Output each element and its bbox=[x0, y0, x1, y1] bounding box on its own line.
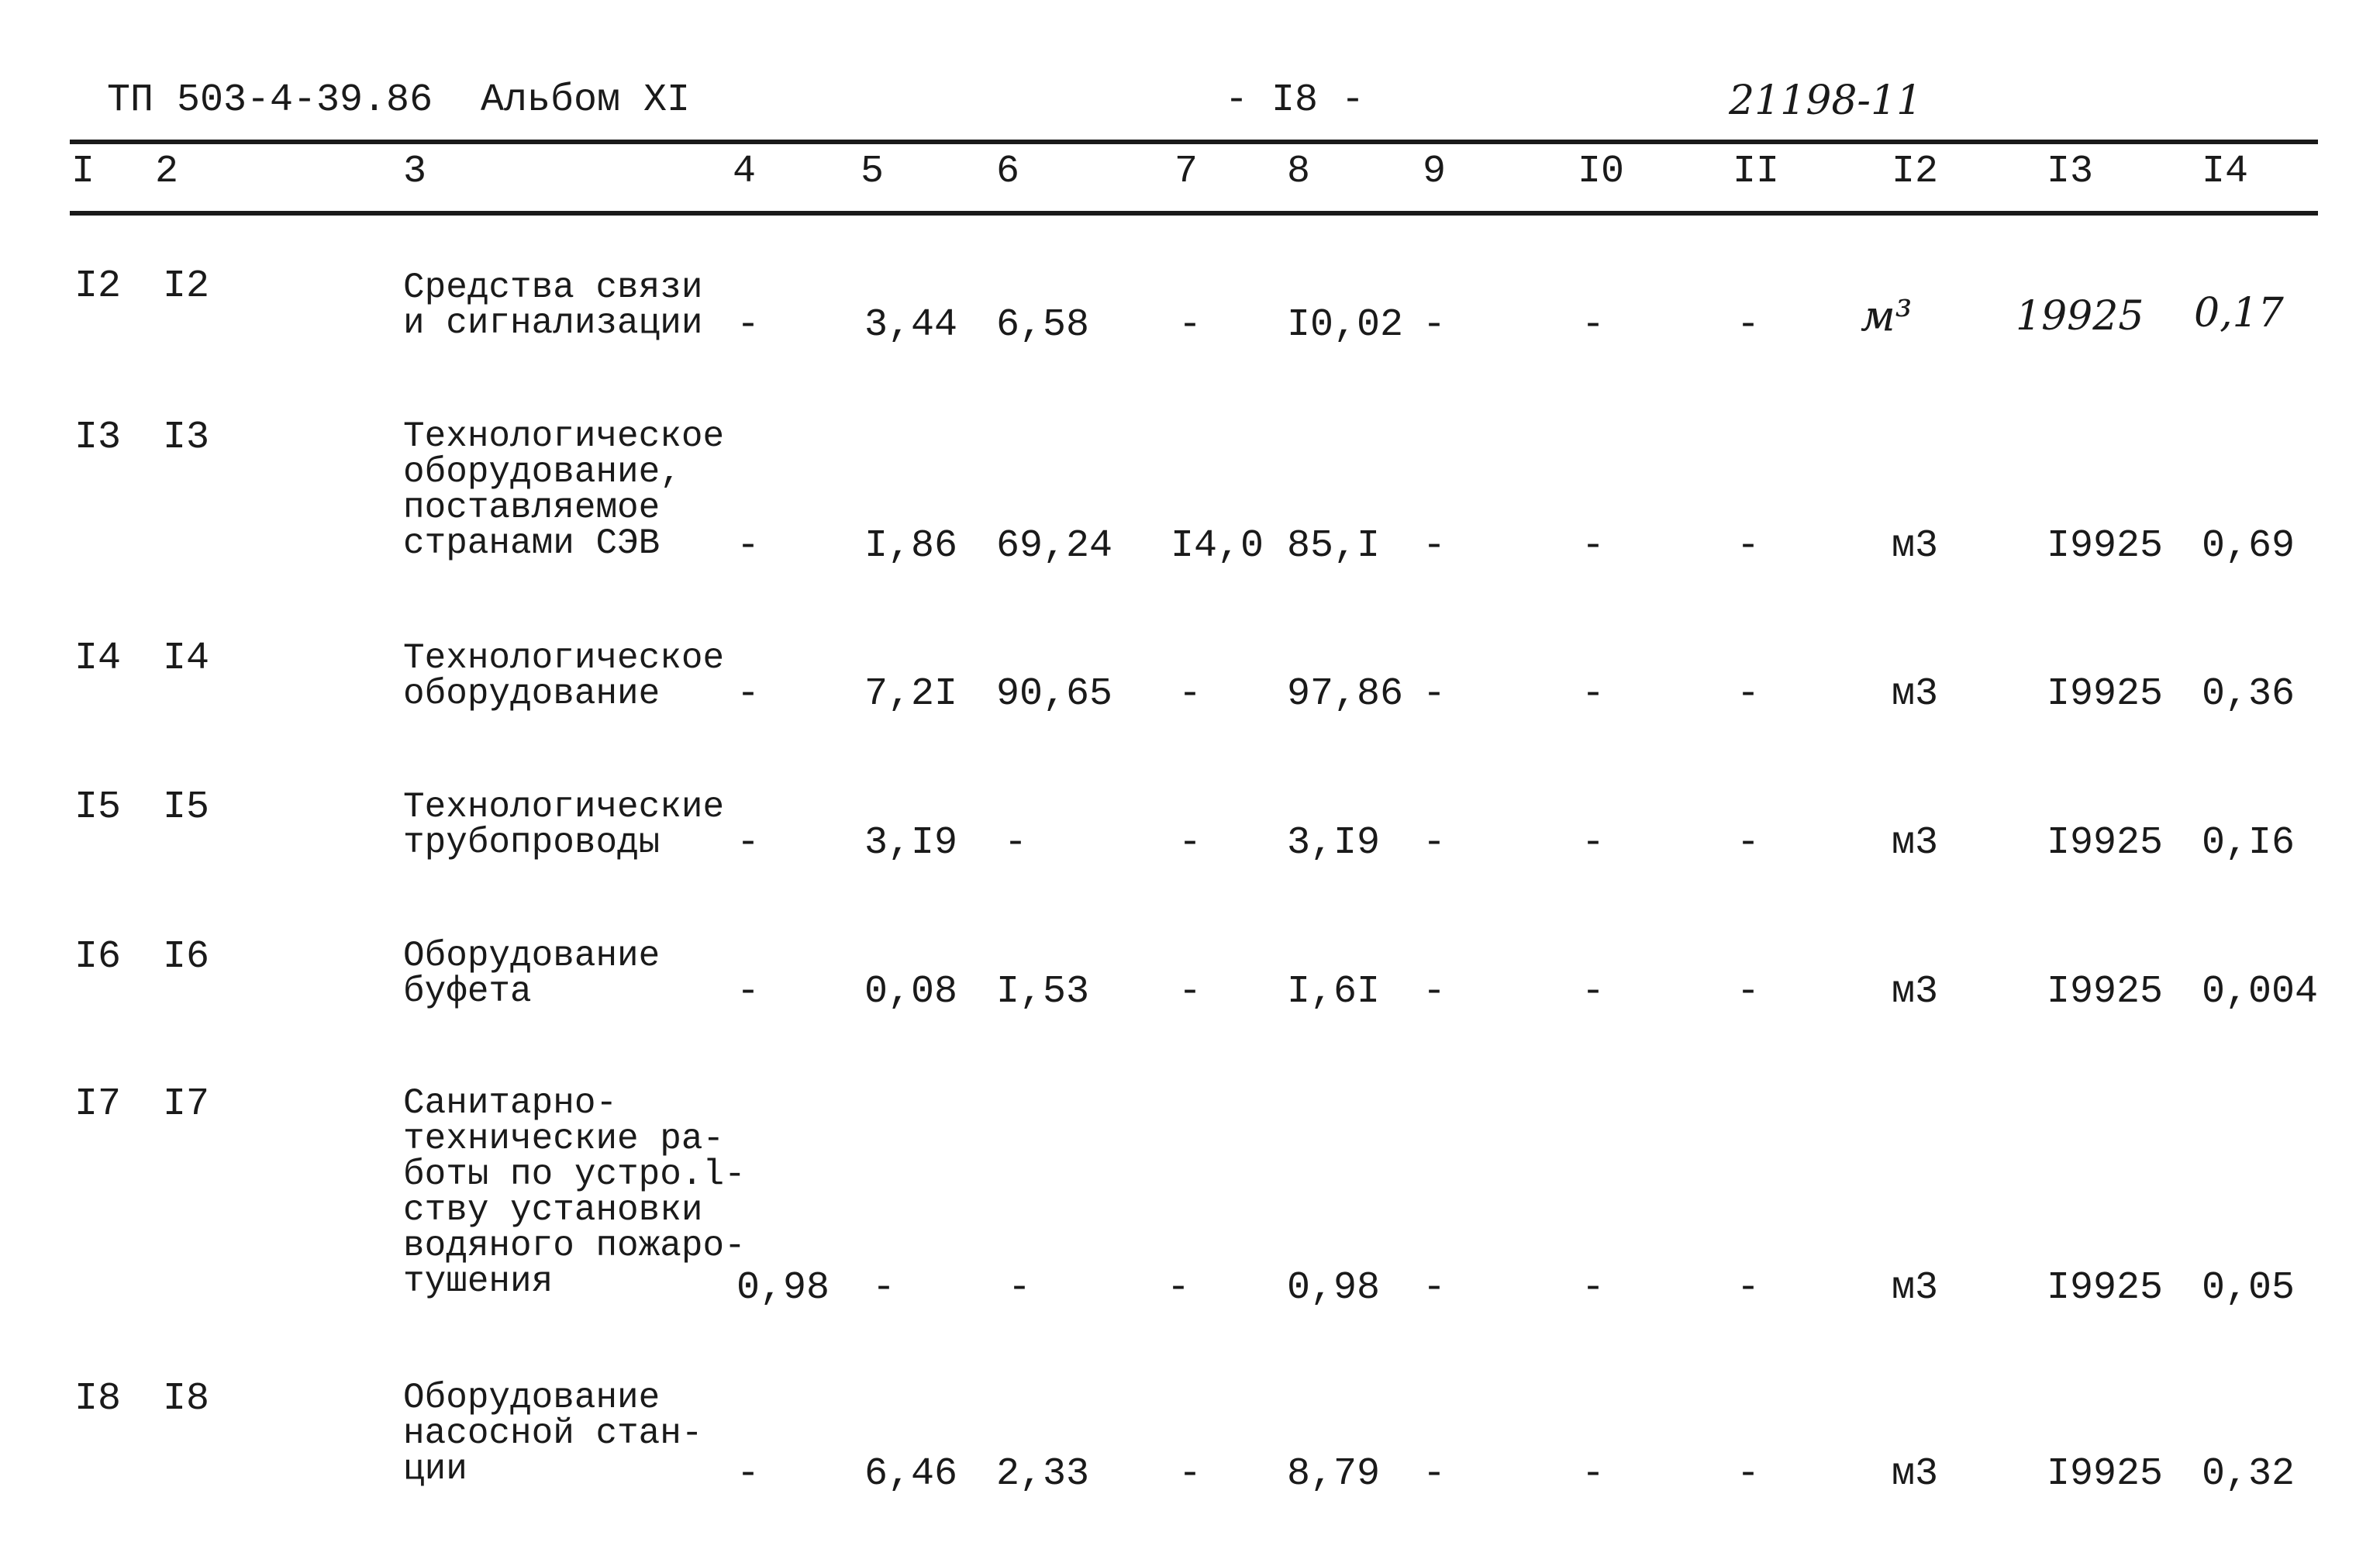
cell-col13: I9925 bbox=[2047, 1452, 2164, 1496]
cell-col10: - bbox=[1581, 821, 1606, 865]
cell-col13: 19925 bbox=[2016, 293, 2144, 340]
cell-col9: - bbox=[1423, 1452, 1447, 1496]
cell-col7: - bbox=[1178, 672, 1202, 716]
cell-col9: - bbox=[1423, 1266, 1447, 1310]
cell-col8: 8,79 bbox=[1287, 1452, 1381, 1496]
row-num-1: I2 bbox=[74, 264, 122, 309]
row-num-2: I3 bbox=[163, 416, 210, 460]
col-num-5: 5 bbox=[861, 150, 885, 194]
row-num-1: I7 bbox=[74, 1082, 122, 1126]
row-num-2: I8 bbox=[163, 1377, 210, 1421]
cell-col6: - bbox=[1008, 1266, 1032, 1310]
cell-col4: 0,98 bbox=[736, 1266, 830, 1310]
cell-col11: - bbox=[1737, 303, 1761, 347]
cell-col4: - bbox=[736, 303, 761, 347]
col-num-13: I3 bbox=[2047, 150, 2094, 194]
item-name: Технологическое оборудование bbox=[403, 638, 725, 714]
row-num-1: I4 bbox=[74, 637, 122, 681]
cell-col11: - bbox=[1737, 524, 1761, 568]
col-num-7: 7 bbox=[1174, 150, 1199, 194]
row-num-1: I8 bbox=[74, 1377, 122, 1421]
cell-col4: - bbox=[736, 821, 761, 865]
cell-col12: м3 bbox=[1892, 1452, 1939, 1496]
col-num-14: I4 bbox=[2202, 150, 2249, 194]
row-num-1: I5 bbox=[74, 785, 122, 830]
col-num-4: 4 bbox=[733, 150, 757, 194]
item-name: Оборудование буфета bbox=[403, 936, 661, 1012]
cell-col7: - bbox=[1178, 970, 1202, 1014]
row-num-2: I6 bbox=[163, 935, 210, 979]
cell-col11: - bbox=[1737, 1266, 1761, 1310]
cell-col10: - bbox=[1581, 672, 1606, 716]
cell-col11: - bbox=[1737, 1452, 1761, 1496]
cell-col8: 85,I bbox=[1287, 524, 1381, 568]
col-num-12: I2 bbox=[1892, 150, 1939, 194]
cell-col6: 90,65 bbox=[996, 672, 1113, 716]
cell-col5: 3,44 bbox=[864, 303, 958, 347]
cell-col9: - bbox=[1423, 524, 1447, 568]
cell-col5: I,86 bbox=[864, 524, 958, 568]
cell-col13: I9925 bbox=[2047, 672, 2164, 716]
item-name: Санитарно- технические ра- боты по устро.l- ству установки водяного пожаро- тушения bbox=[403, 1083, 746, 1302]
row-num-1: I3 bbox=[74, 416, 122, 460]
cell-col14: 0,69 bbox=[2202, 524, 2295, 568]
header-top-rule bbox=[70, 140, 2318, 144]
cell-col9: - bbox=[1423, 672, 1447, 716]
sheet-number: 21198-11 bbox=[1729, 78, 1923, 124]
cell-col5: 7,2I bbox=[864, 672, 958, 716]
col-num-6: 6 bbox=[996, 150, 1020, 194]
col-num-11: II bbox=[1733, 150, 1780, 194]
cell-col8: I,6I bbox=[1287, 970, 1381, 1014]
cell-col14: 0,I6 bbox=[2202, 821, 2295, 865]
cell-col14: 0,004 bbox=[2202, 970, 2319, 1014]
cell-col7: - bbox=[1178, 1452, 1202, 1496]
cell-col11: - bbox=[1737, 970, 1761, 1014]
cell-col9: - bbox=[1423, 303, 1447, 347]
cell-col4: - bbox=[736, 524, 761, 568]
cell-col5: - bbox=[872, 1266, 896, 1310]
cell-col12: м3 bbox=[1892, 672, 1939, 716]
cell-col12: м3 bbox=[1892, 1266, 1939, 1310]
row-num-2: I7 bbox=[163, 1082, 210, 1126]
row-num-2: I4 bbox=[163, 637, 210, 681]
cell-col13: I9925 bbox=[2047, 970, 2164, 1014]
cell-col10: - bbox=[1581, 303, 1606, 347]
cell-col13: I9925 bbox=[2047, 821, 2164, 865]
cell-col9: - bbox=[1423, 970, 1447, 1014]
item-name: Оборудование насосной стан- ции bbox=[403, 1378, 703, 1489]
item-name: Средства связи и сигнализации bbox=[403, 267, 703, 343]
cell-col7: - bbox=[1178, 821, 1202, 865]
item-name: Технологические трубопроводы bbox=[403, 787, 725, 863]
cell-col4: - bbox=[736, 672, 761, 716]
cell-col9: - bbox=[1423, 821, 1447, 865]
row-num-2: I5 bbox=[163, 785, 210, 830]
cell-col4: - bbox=[736, 1452, 761, 1496]
cell-col8: 97,86 bbox=[1287, 672, 1404, 716]
cell-col11: - bbox=[1737, 672, 1761, 716]
cell-col10: - bbox=[1581, 524, 1606, 568]
cell-col6: 69,24 bbox=[996, 524, 1113, 568]
item-name: Технологическое оборудование, поставляемое странами СЭВ bbox=[403, 416, 725, 564]
cell-col10: - bbox=[1581, 970, 1606, 1014]
cell-col5: 0,08 bbox=[864, 970, 958, 1014]
page-number: - I8 - bbox=[1225, 78, 1365, 122]
col-num-1: I bbox=[71, 150, 95, 194]
cell-col14: 0,32 bbox=[2202, 1452, 2295, 1496]
cell-col8: 3,I9 bbox=[1287, 821, 1381, 865]
col-num-10: I0 bbox=[1578, 150, 1625, 194]
cell-col14: 0,17 bbox=[2194, 290, 2284, 336]
cell-col7: - bbox=[1167, 1266, 1191, 1310]
cell-col14: 0,36 bbox=[2202, 672, 2295, 716]
col-num-9: 9 bbox=[1423, 150, 1447, 194]
doc-code: ТП 503-4-39.86 bbox=[107, 78, 433, 122]
cell-col8: I0,02 bbox=[1287, 303, 1404, 347]
cell-col13: I9925 bbox=[2047, 1266, 2164, 1310]
cell-col7: - bbox=[1178, 303, 1202, 347]
row-num-2: I2 bbox=[163, 264, 210, 309]
cell-col11: - bbox=[1737, 821, 1761, 865]
cell-col12: м3 bbox=[1892, 524, 1939, 568]
cell-col14: 0,05 bbox=[2202, 1266, 2295, 1310]
album-label: Альбом XI bbox=[481, 78, 691, 122]
cell-col5: 6,46 bbox=[864, 1452, 958, 1496]
cell-col6: 2,33 bbox=[996, 1452, 1090, 1496]
header-bottom-rule bbox=[70, 211, 2318, 216]
row-num-1: I6 bbox=[74, 935, 122, 979]
cell-col12: м3 bbox=[1892, 970, 1939, 1014]
cell-col7: I4,0 bbox=[1171, 524, 1264, 568]
cell-col5: 3,I9 bbox=[864, 821, 958, 865]
cell-col6: I,53 bbox=[996, 970, 1090, 1014]
cell-col10: - bbox=[1581, 1266, 1606, 1310]
cell-col4: - bbox=[736, 970, 761, 1014]
col-num-2: 2 bbox=[155, 150, 179, 194]
cell-col12: м3 bbox=[1892, 821, 1939, 865]
cell-col13: I9925 bbox=[2047, 524, 2164, 568]
cell-col10: - bbox=[1581, 1452, 1606, 1496]
cell-col8: 0,98 bbox=[1287, 1266, 1381, 1310]
cell-col6: - bbox=[1004, 821, 1028, 865]
cell-col6: 6,58 bbox=[996, 303, 1090, 347]
col-num-8: 8 bbox=[1287, 150, 1311, 194]
col-num-3: 3 bbox=[403, 150, 427, 194]
cell-col12: м³ bbox=[1861, 292, 1913, 340]
